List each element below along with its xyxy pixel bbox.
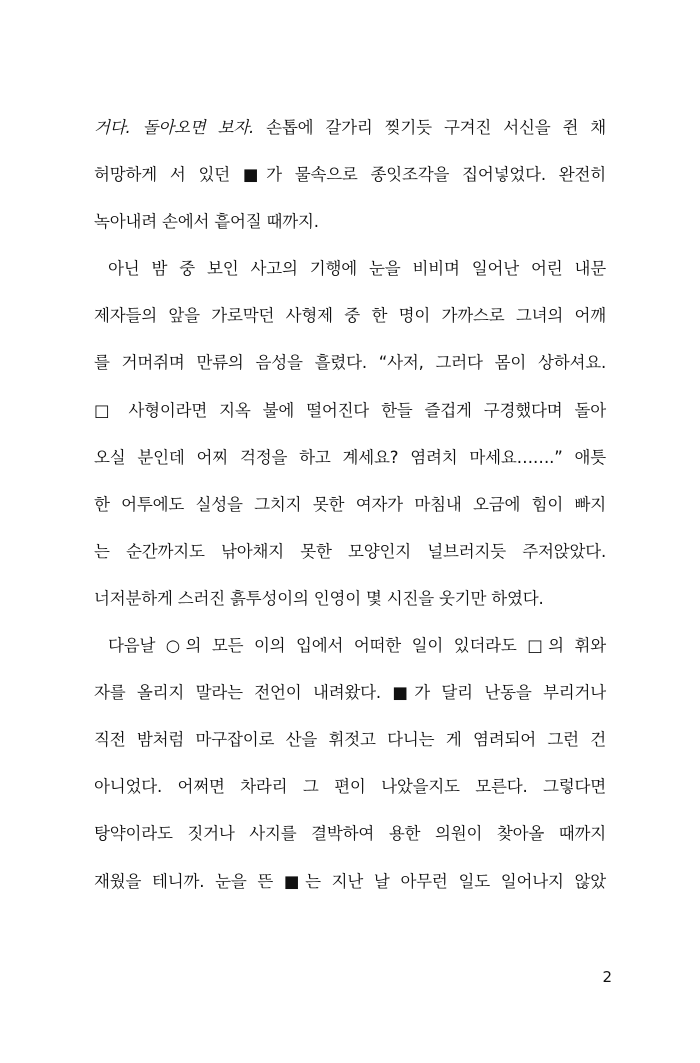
text-line: 탕약이라도 짓거나 사지를 결박하여 용한 의원이 찾아올 때까지 <box>94 824 606 844</box>
italic-phrase: 거다. 돌아오면 보자. <box>94 118 255 137</box>
text-line: 다음날 ○의 모든 이의 입에서 어떠한 일이 있더라도 □의 휘와 <box>108 636 606 656</box>
text-line: 제자들의 앞을 가로막던 사형제 중 한 명이 가까스로 그녀의 어깨 <box>94 306 606 326</box>
page-number: 2 <box>602 968 612 986</box>
text-line: 허망하게 서 있던 ■가 물속으로 종잇조각을 집어넣었다. 완전히 <box>94 165 606 185</box>
text-line: 자를 올리지 말라는 전언이 내려왔다. ■가 달리 난동을 부리거나 <box>94 683 606 703</box>
text-line: 녹아내려 손에서 흩어질 때까지. <box>94 212 319 232</box>
line-text: 손톱에 갈가리 찢기듯 구겨진 서신을 쥔 채 <box>254 118 606 137</box>
text-line: 재웠을 테니까. 눈을 뜬 ■는 지난 날 아무런 일도 일어나지 않았 <box>94 871 606 891</box>
text-line: 너저분하게 스러진 흙투성이의 인영이 몇 시진을 웃기만 하였다. <box>94 588 544 608</box>
text-line <box>94 108 606 155</box>
text-line: 직전 밤처럼 마구잡이로 산을 휘젓고 다니는 게 염려되어 그런 건 <box>94 730 606 750</box>
text-line: 한 어투에도 실성을 그치지 못한 여자가 마침내 오금에 힘이 빠지 <box>94 494 606 514</box>
text-line: 아닌 밤 중 보인 사고의 기행에 눈을 비비며 일어난 어린 내문 <box>108 259 606 279</box>
body-text <box>94 108 606 909</box>
text-line: 를 거머쥐며 만류의 음성을 흘렸다. “사저, 그러다 몸이 상하셔요. <box>94 353 606 373</box>
text-line: 아니었다. 어쩌면 차라리 그 편이 나았을지도 모른다. 그렇다면 <box>94 777 606 797</box>
text-line: 오실 분인데 어찌 걱정을 하고 계세요? 염려치 마세요…….” 애틋 <box>94 447 606 467</box>
text-line: □ 사형이라면 지옥 불에 떨어진다 한들 즐겁게 구경했다며 돌아 <box>94 400 606 420</box>
text-line: 는 순간까지도 낚아채지 못한 모양인지 널브러지듯 주저앉았다. <box>94 541 606 561</box>
